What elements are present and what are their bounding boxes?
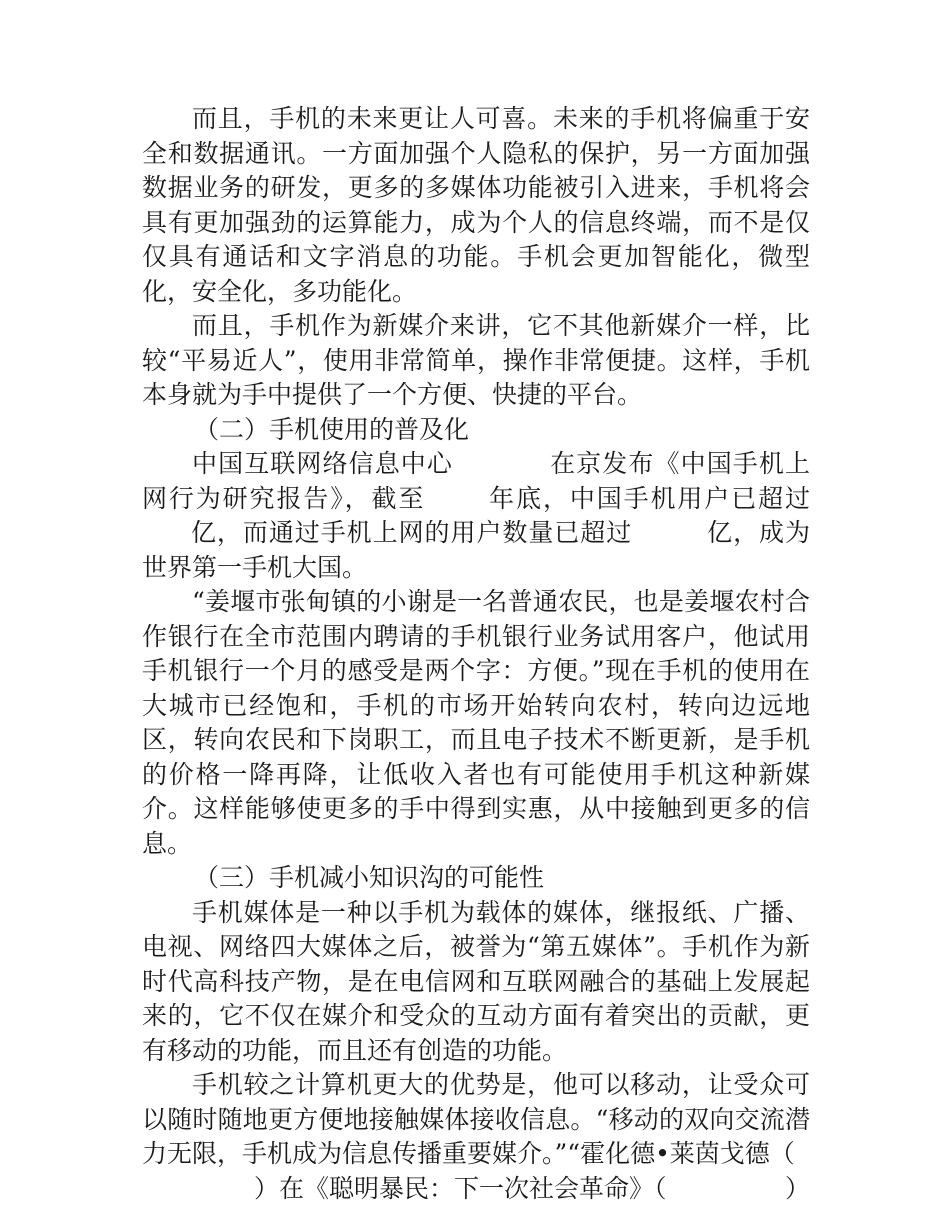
text-segment: 亿，而通过手机上网的用户数量已超过: [190, 518, 633, 547]
paragraph-future-of-phones: 而且，手机的未来更让人可喜。未来的手机将偏重于安全和数据通讯。一方面加强个人隐私的保护，另一方面加强数据业务的研发，更多的多媒体功能被引入进来，手机将会具有更加强劲的运算能力，成为个人的信息终端，而不是仅仅具有通话和文字消息的功能。手机会更加智能化，微型化，安全化，多功能化。: [142, 104, 810, 306]
paragraph-continuation-line: [142, 1172, 810, 1207]
text-segment: ）: [784, 1173, 810, 1203]
section-heading-popularization: （二）手机使用的普及化: [194, 414, 470, 444]
document-body: [142, 102, 810, 1206]
paragraph-cnnic-report: [142, 447, 810, 585]
section-heading-knowledge-gap: （三）手机减小知识沟的可能性: [194, 863, 545, 892]
text-segment: 在京发布《中国手机上网行为研究报告》，截至: [142, 449, 810, 513]
text-segment: 年底，中国手机用户已超过: [487, 483, 810, 513]
paragraph-mobile-banking: “姜堰市张甸镇的小谢是一名普通农民，也是姜堰农村合作银行在全市范围内聘请的手机银行业务试用客户，他试用手机银行一个月的感受是两个字：方便。”现在手机的使用在大城市已经饱和，手机的市场开始转向农村，转向边远地区，转向农民和下岗职工，而且电子技术不断更新，是手机的价格一降再降，让低收入者也有可能使用手机这种新媒介。这样能够使更多的手中得到实惠，从中接触到更多的信息。: [142, 587, 810, 858]
text-segment: 亿，成为世界第一手机大国。: [142, 518, 810, 582]
text-segment: ）在《聪明暴民：下一次社会革命》（: [254, 1173, 667, 1203]
paragraph-mobility-advantage: [142, 1068, 810, 1172]
paragraph-fifth-media: 手机媒体是一种以手机为载体的媒体，继报纸、广播、电视、网络四大媒体之后，被誉为“第五媒体”。手机作为新时代高科技产物，是在电信网和互联网融合的基础上发展起来的，它不仅在媒介和受众的互动方面有着突出的贡献，更有移动的功能，而且还有创造的功能。: [142, 897, 810, 1065]
text-segment: 手机较之计算机更大的优势是，他可以移动，让受众可以随时随地更方便地接触媒体接收信息。“移动的双向交流潜力无限，手机成为信息传播重要媒介。”“霍化德•莱茵戈德（: [142, 1070, 810, 1168]
paragraph-new-media: 而且，手机作为新媒介来讲，它不其他新媒介一样，比较“平易近人”，使用非常简单，操作非常便捷。这样，手机本身就为手中提供了一个方便、快捷的平台。: [142, 311, 810, 409]
text-segment: 中国互联网络信息中心: [192, 449, 453, 478]
